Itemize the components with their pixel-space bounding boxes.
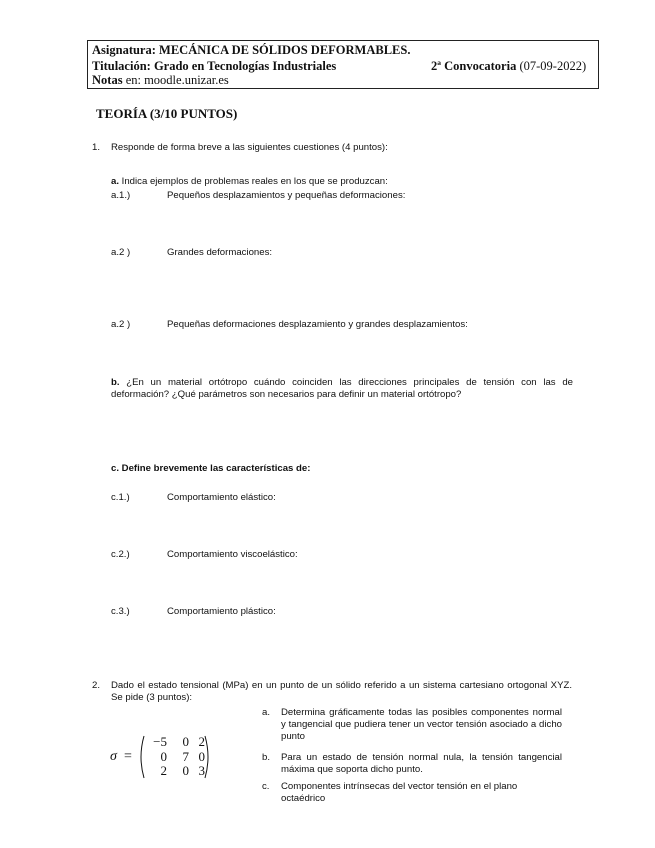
q2c-text: Componentes intrínsecas del vector tensión en el plano octaédrico: [281, 781, 518, 804]
q1-text: Responde de forma breve a las siguientes cuestiones (4 puntos):: [111, 142, 388, 153]
subject-line: [92, 43, 410, 58]
q2-number: 2.: [92, 680, 101, 691]
subject-label: Asignatura:: [92, 43, 160, 57]
q1c1-label: c.1.): [111, 492, 130, 503]
degree-label: Titulación:: [92, 59, 154, 73]
matrix-cell: 2: [198, 734, 205, 749]
q2c-label: c.: [262, 781, 270, 792]
matrix-cell: 2: [160, 763, 167, 778]
matrix-cell: 0: [182, 763, 189, 778]
q1a3-label: a.2 ): [111, 319, 131, 330]
q1a3-text: Pequeñas deformaciones desplazamiento y grandes desplazamientos:: [167, 319, 468, 330]
notes-label: Notas: [92, 73, 123, 87]
matrix-cell: 0: [182, 734, 189, 749]
exam-call: [431, 59, 586, 74]
subject-value: MECÁNICA DE SÓLIDOS DEFORMABLES.: [159, 43, 411, 57]
q1c3-text: Comportamiento plástico:: [167, 606, 276, 617]
degree-value: Grado en Tecnologías Industriales: [153, 59, 337, 73]
notes-line: [92, 73, 229, 88]
q1b-body: ¿En un material ortótropo cuándo coinciden las direcciones principales de tensión con las de deformación? ¿Qué parámetros son necesarios para definir un material ortótropo?: [111, 377, 573, 400]
q2b-label: b.: [262, 752, 271, 763]
q1c3-label: c.3.): [111, 606, 130, 617]
q1a1-label: a.1.): [111, 190, 131, 201]
q1-number: 1.: [92, 142, 101, 153]
q1a-intro: [111, 176, 388, 188]
matrix-cell: −5: [153, 734, 167, 749]
q2a-label: a.: [262, 707, 271, 718]
notes-value: en: moodle.unizar.es: [122, 73, 229, 87]
equals-sign: =: [124, 749, 132, 764]
q1c2-label: c.2.): [111, 549, 130, 560]
q1c2-text: Comportamiento viscoelástico:: [167, 549, 298, 560]
matrix-cell: 3: [198, 763, 205, 778]
q2a-text: Determina gráficamente todas las posibles componentes normal y tangencial que pudiera tener un vector tensión asociado a dicho punto: [281, 707, 562, 742]
matrix-cell: 7: [182, 748, 189, 764]
q1c-intro: c. Define brevemente las características de:: [111, 463, 311, 474]
call-date: (07-09-2022): [516, 59, 587, 73]
section-title: TEORÍA (3/10 PUNTOS): [96, 106, 238, 121]
q1b-label: b.: [111, 377, 120, 388]
exam-header: [87, 40, 599, 89]
q1c1-text: Comportamiento elástico:: [167, 492, 276, 503]
degree-line: [92, 59, 336, 74]
matrix-cell: 0: [160, 748, 167, 764]
q1a1-text: Pequeños desplazamientos y pequeñas deformaciones:: [167, 190, 406, 201]
q1a2-text: Grandes deformaciones:: [167, 247, 273, 258]
right-paren: [204, 735, 212, 779]
q2b-text: Para un estado de tensión normal nula, la tensión tangencial máxima que soporta dicho punto.: [281, 752, 562, 775]
q2-text: Dado el estado tensional (MPa) en un punto de un sólido referido a un sistema cartesiano ortogonal XYZ. Se pide (3 puntos):: [111, 680, 572, 703]
q1a-text: Indica ejemplos de problemas reales en los que se produzcan:: [119, 176, 388, 187]
q1a2-label: a.2 ): [111, 247, 131, 258]
q1a-label: a.: [111, 176, 120, 187]
call-label: 2ª Convocatoria: [431, 59, 517, 73]
q1b-text: [111, 377, 573, 401]
sigma-symbol: σ: [110, 749, 117, 764]
matrix-cells: [143, 735, 205, 779]
matrix-cell: 0: [198, 748, 205, 764]
